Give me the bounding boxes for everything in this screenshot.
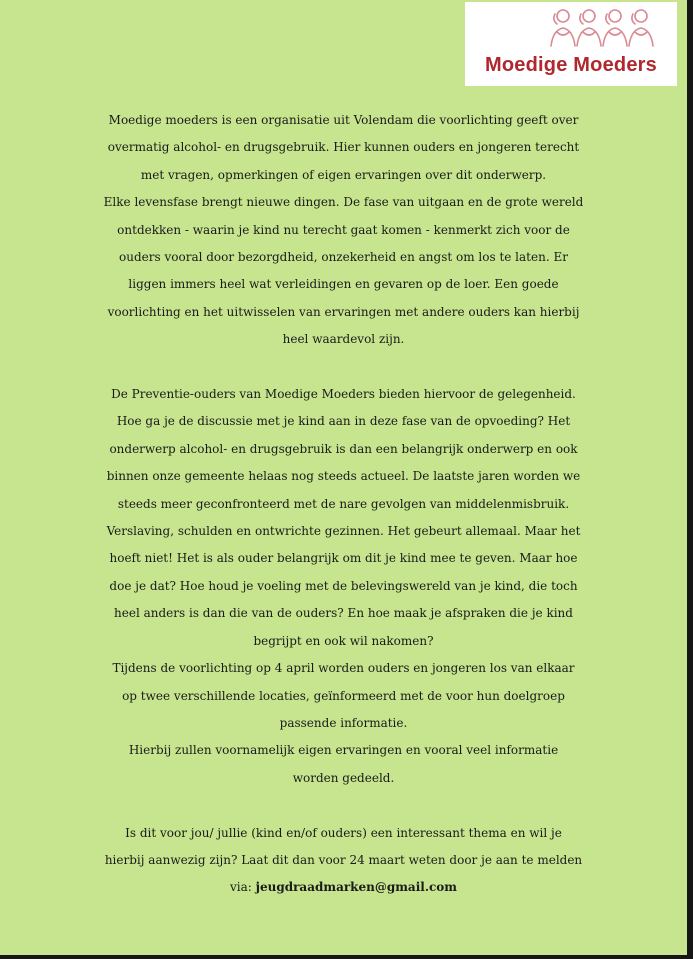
text-line: Hoe ga je de discussie met je kind aan in deze fase van de opvoeding? Het [116,414,571,429]
text-line: doe je dat? Hoe houd je voeling met de belevingswereld van je kind, die toch [109,578,578,593]
text-line: Moedige moeders is een organisatie uit Volendam die voorlichting geeft over [108,113,579,127]
text-line: onderwerp alcohol- en drugsgebruik is dan een belangrijk onderwerp en ook [109,441,578,456]
text-line: Is dit voor jou/ jullie (kind en/of ouders) een interessant thema en wil je [125,825,562,840]
mothers-figures-icon [465,2,677,54]
text-line: ouders vooral door bezorgdheid, onzekerheid en angst om los te laten. Er [119,250,568,265]
text-line: liggen immers heel wat verleidingen en gevaren op de loer. Een goede [128,277,559,292]
text-line: hoeft niet! Het is als ouder belangrijk om dit je kind mee te geven. Maar hoe [109,551,578,566]
flyer-body [0,107,687,902]
contact-prefix: via: [229,880,256,895]
text-line: begrijpt en ook wil nakomen? [253,633,434,648]
text-line: binnen onze gemeente helaas nog steeds actueel. De laatste jaren worden we [106,469,581,484]
text-line: hierbij aanwezig zijn? Laat dit dan voor 24 maart weten door je aan te melden [104,852,583,867]
signup-paragraph [0,820,687,902]
text-line: met vragen, opmerkingen of eigen ervaringen over dit onderwerp. [140,167,547,182]
text-line: worden gedeeld. [292,770,395,785]
text-line: heel anders is dan die van de ouders? En hoe maak je afspraken die je kind [114,606,573,621]
text-line: Elke levensfase brengt nieuwe dingen. De fase van uitgaan en de grote wereld [103,195,584,210]
text-line: ontdekken - waarin je kind nu terecht gaat komen - kenmerkt zich voor de [117,222,570,237]
logo-wordmark: Moedige Moeders [485,54,657,76]
contact-email: jeugdraadmarken@gmail.com [255,880,458,895]
paragraph-spacer [0,354,687,381]
text-line: Tijdens de voorlichting op 4 april worden ouders en jongeren los van elkaar [112,661,575,676]
text-line: voorlichting en het uitwisselen van ervaringen met andere ouders kan hierbij [107,304,580,319]
paragraph-spacer [0,792,687,819]
text-line: op twee verschillende locaties, geïnformeerd met de voor hun doelgroep [122,688,565,703]
intro-paragraph [0,107,687,354]
contact-line [0,874,687,901]
text-line: heel waardevol zijn. [282,332,405,347]
text-line: Verslaving, schulden en ontwrichte gezinnen. Het gebeurt allemaal. Maar het [106,524,581,539]
text-line: steeds meer geconfronteerd met de nare gevolgen van middelenmisbruik. [117,496,570,511]
preventie-paragraph [0,381,687,792]
text-line: Hierbij zullen voornamelijk eigen ervaringen en vooral veel informatie [128,743,559,758]
text-line: De Preventie-ouders van Moedige Moeders bieden hiervoor de gelegenheid. [111,387,576,402]
text-line: overmatig alcohol- en drugsgebruik. Hier kunnen ouders en jongeren terecht [107,140,580,155]
text-line: passende informatie. [279,715,408,730]
moedige-moeders-logo [465,2,677,86]
